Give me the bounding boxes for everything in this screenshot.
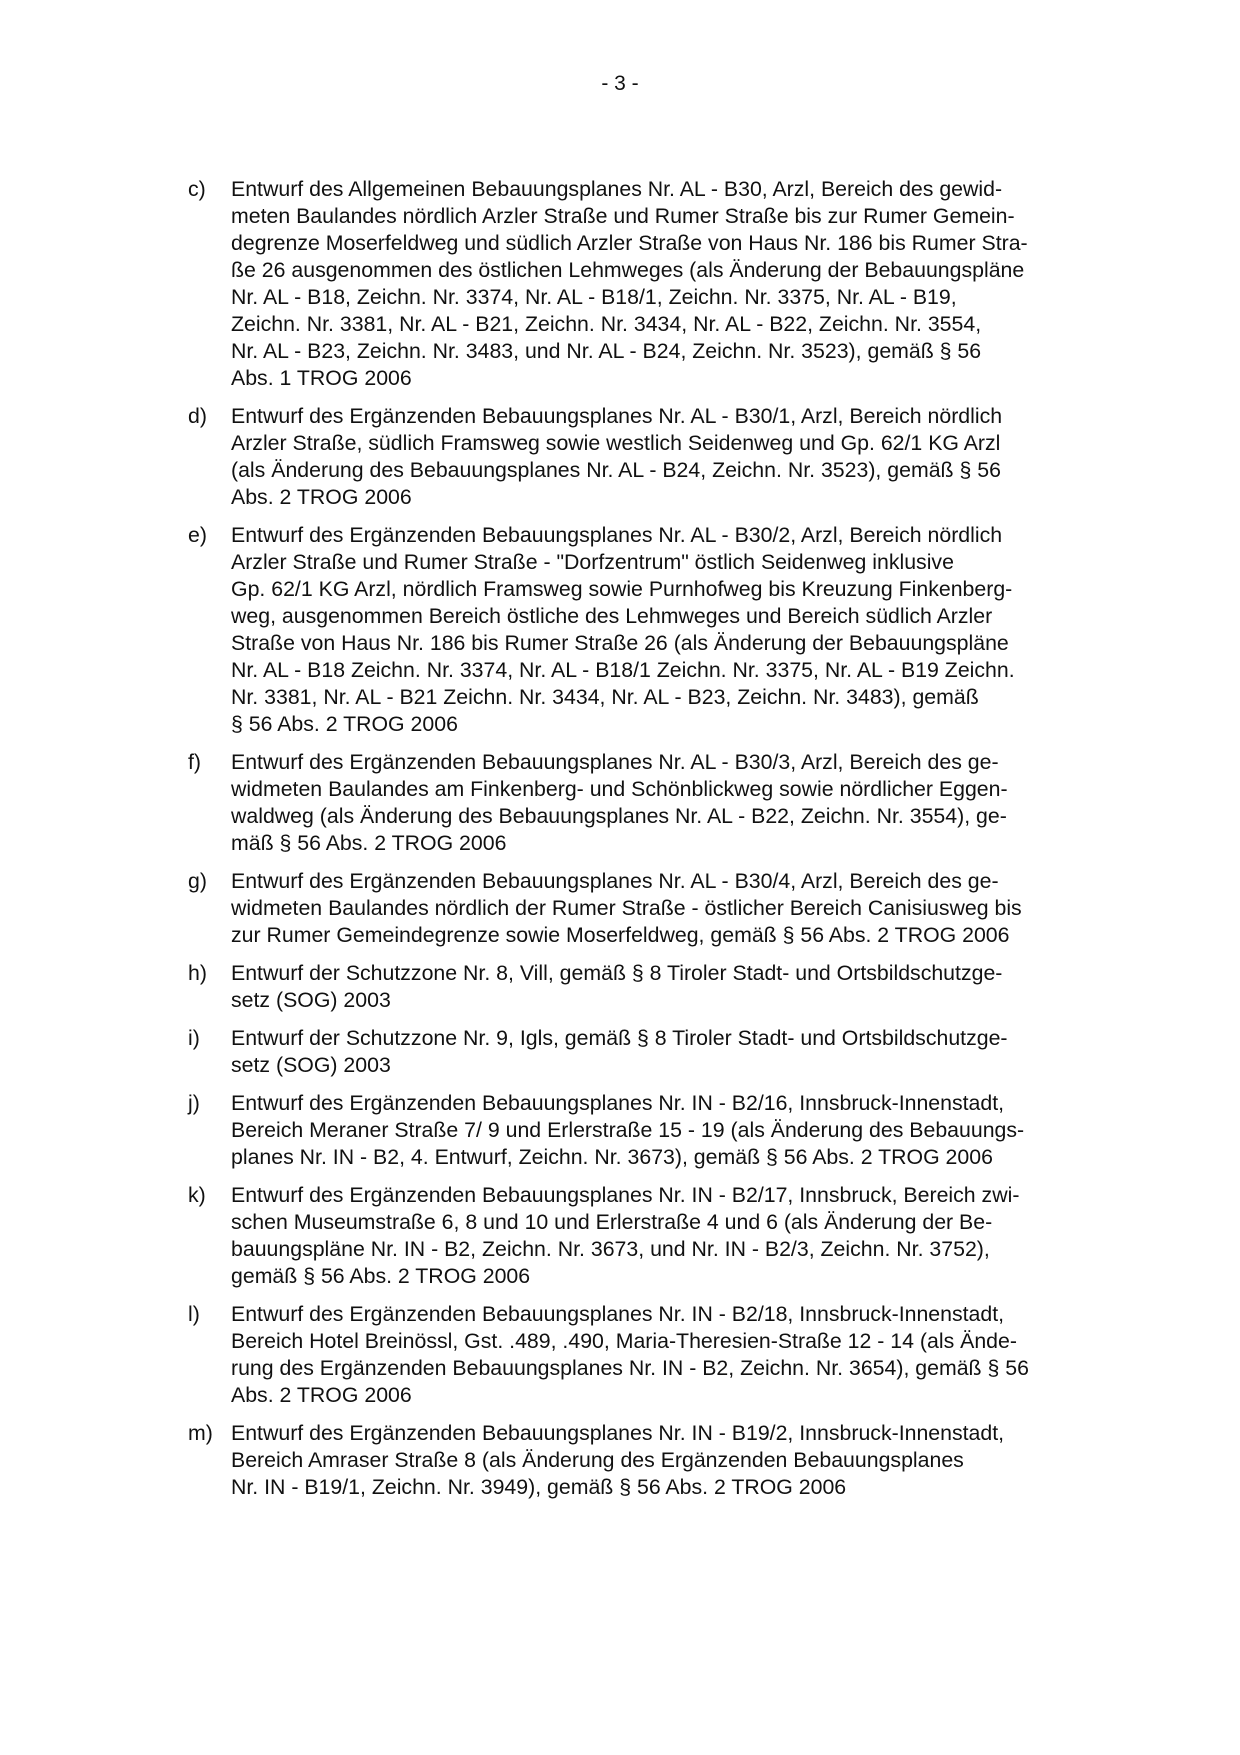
list-item [188, 176, 1100, 392]
item-label: h) [188, 961, 207, 985]
item-text: Entwurf des Ergänzenden Bebauungsplanes Nr. AL - B30/1, Arzl, Bereich nördlich Arzler Straße, südlich Framsweg sowie westlich Seidenweg und Gp. 62/1 KG Arzl (als Änderung des Bebauungsplanes Nr. AL - B24, Zeichn. Nr. 3523), gemäß § 56 Abs. 2 TROG 2006 [231, 404, 1003, 509]
list-item [188, 403, 1100, 511]
agenda-item-list [188, 176, 1100, 1512]
item-text: Entwurf des Ergänzenden Bebauungsplanes Nr. IN - B2/18, Innsbruck-Innenstadt, Bereich Hotel Breinössl, Gst. .489, .490, Maria-Theresien-Straße 12 - 14 (als Ände- rung des Ergänzenden Bebauungsplanes Nr. IN - B2, Zeichn. Nr. 3654), gemäß § 56 Abs. 2 TROG 2006 [231, 1302, 1029, 1407]
item-label: f) [188, 750, 202, 774]
item-text: Entwurf des Allgemeinen Bebauungsplanes Nr. AL - B30, Arzl, Bereich des gewid- meten Baulandes nördlich Arzler Straße und Rumer Straße bis zur Rumer Gemein- degrenze Moserfeldweg und südlich Arzler Straße von Haus Nr. 186 bis Rumer Stra- ße 26 ausgenommen des östlichen Lehmweges (als Änderung der Bebauungspläne Nr. AL - B18, Zeichn. Nr. 3374, Nr. AL - B18/1, Zeichn. Nr. 3375, Nr. AL - B19, Zeichn. Nr. 3381, Nr. AL - B21, Zeichn. Nr. 3434, Nr. AL - B22, Zeichn. Nr. 3554, Nr. AL - B23, Zeichn. Nr. 3483, und Nr. AL - B24, Zeichn. Nr. 3523), gemäß § 56 Abs. 1 TROG 2006 [231, 177, 1028, 390]
item-label: i) [188, 1026, 200, 1050]
item-label: m) [188, 1421, 213, 1445]
list-item [188, 522, 1100, 738]
item-text: Entwurf des Ergänzenden Bebauungsplanes Nr. AL - B30/3, Arzl, Bereich des ge- widmeten Baulandes am Finkenberg- und Schönblickweg sowie nördlicher Eggen- waldweg (als Änderung des Bebauungsplanes Nr. AL - B22, Zeichn. Nr. 3554), ge- mäß § 56 Abs. 2 TROG 2006 [231, 750, 1008, 855]
list-item [188, 1301, 1100, 1409]
item-text: Entwurf des Ergänzenden Bebauungsplanes Nr. IN - B19/2, Innsbruck-Innenstadt, Bereich Amraser Straße 8 (als Änderung des Ergänzenden Bebauungsplanes Nr. IN - B19/1, Zeichn. Nr. 3949), gemäß § 56 Abs. 2 TROG 2006 [231, 1421, 1005, 1499]
list-item [188, 1420, 1100, 1501]
list-item [188, 960, 1100, 1014]
item-label: e) [188, 523, 207, 547]
item-label: j) [188, 1091, 200, 1115]
item-text: Entwurf des Ergänzenden Bebauungsplanes Nr. IN - B2/17, Innsbruck, Bereich zwi- schen Museumstraße 6, 8 und 10 und Erlerstraße 4 und 6 (als Änderung der Be- bauungspläne Nr. IN - B2, Zeichn. Nr. 3673, und Nr. IN - B2/3, Zeichn. Nr. 3752), gemäß § 56 Abs. 2 TROG 2006 [231, 1183, 1020, 1288]
item-text: Entwurf der Schutzzone Nr. 8, Vill, gemäß § 8 Tiroler Stadt- und Ortsbildschutzge- setz (SOG) 2003 [231, 961, 1003, 1012]
item-label: d) [188, 404, 207, 428]
item-label: l) [188, 1302, 200, 1326]
item-label: g) [188, 869, 207, 893]
item-text: Entwurf der Schutzzone Nr. 9, Igls, gemäß § 8 Tiroler Stadt- und Ortsbildschutzge- setz (SOG) 2003 [231, 1026, 1008, 1077]
item-text: Entwurf des Ergänzenden Bebauungsplanes Nr. IN - B2/16, Innsbruck-Innenstadt, Bereich Meraner Straße 7/ 9 und Erlerstraße 15 - 19 (als Änderung des Bebauungs- planes Nr. IN - B2, 4. Entwurf, Zeichn. Nr. 3673), gemäß § 56 Abs. 2 TROG 2006 [231, 1091, 1025, 1169]
list-item [188, 1025, 1100, 1079]
list-item [188, 1090, 1100, 1171]
item-text: Entwurf des Ergänzenden Bebauungsplanes Nr. AL - B30/4, Arzl, Bereich des ge- widmeten Baulandes nördlich der Rumer Straße - östlicher Bereich Canisiusweg bis zur Rumer Gemeindegrenze sowie Moserfeldweg, gemäß § 56 Abs. 2 TROG 2006 [231, 869, 1022, 947]
item-label: c) [188, 177, 206, 201]
page-number: - 3 - [601, 72, 639, 95]
item-text: Entwurf des Ergänzenden Bebauungsplanes Nr. AL - B30/2, Arzl, Bereich nördlich Arzler Straße und Rumer Straße - "Dorfzentrum" östlich Seidenweg inklusive Gp. 62/1 KG Arzl, nördlich Framsweg sowie Purnhofweg bis Kreuzung Finkenberg- weg, ausgenommen Bereich östliche des Lehmweges und Bereich südlich Arzler Straße von Haus Nr. 186 bis Rumer Straße 26 (als Änderung der Bebauungspläne Nr. AL - B18 Zeichn. Nr. 3374, Nr. AL - B18/1 Zeichn. Nr. 3375, Nr. AL - B19 Zeichn. Nr. 3381, Nr. AL - B21 Zeichn. Nr. 3434, Nr. AL - B23, Zeichn. Nr. 3483), gemäß § 56 Abs. 2 TROG 2006 [231, 523, 1015, 736]
list-item [188, 1182, 1100, 1290]
list-item [188, 749, 1100, 857]
item-label: k) [188, 1183, 206, 1207]
list-item [188, 868, 1100, 949]
